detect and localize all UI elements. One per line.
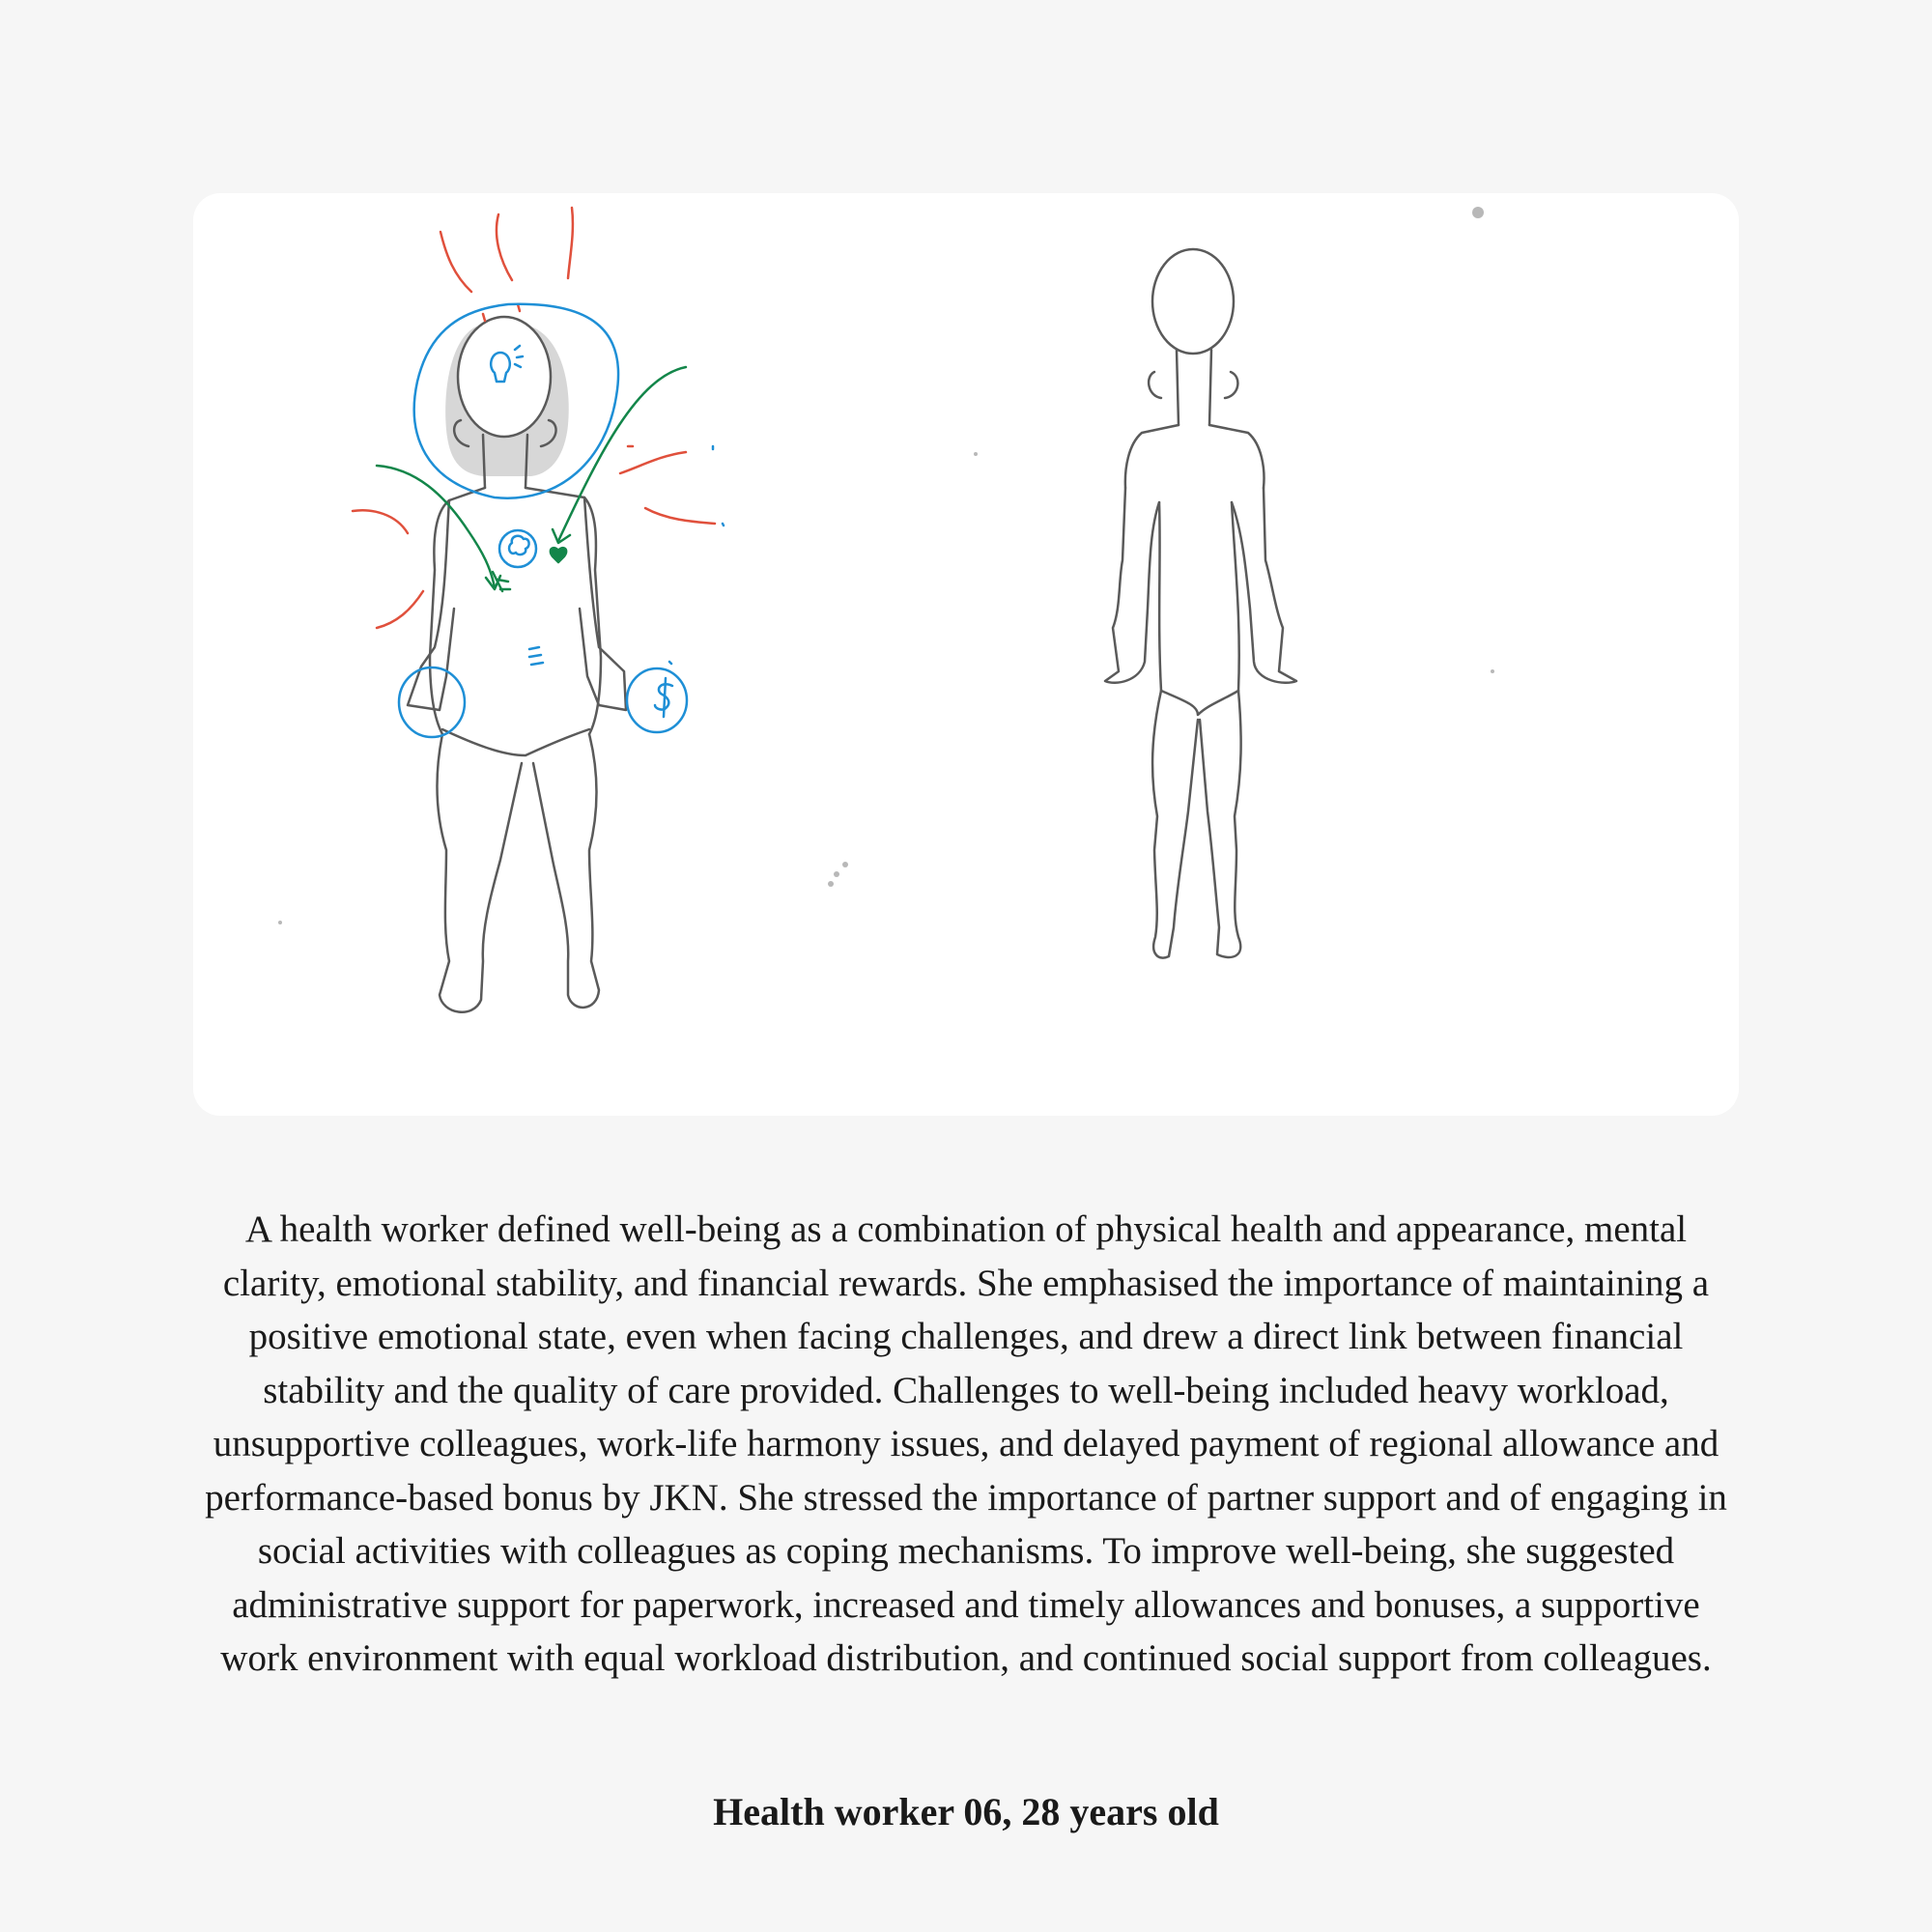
shoulders [1125,425,1264,488]
ear-right [1225,372,1237,398]
attribution: Health worker 06, 28 years old [713,1790,1219,1833]
paper-specks [278,207,1494,924]
right-hand-circle [627,668,687,732]
figure-annotated [353,208,724,1012]
arm-left [1105,488,1159,683]
ear-left [1149,372,1161,398]
arrow-right [558,367,686,541]
stomach-marks [529,647,543,665]
figure-blank [1105,249,1296,958]
leg-right [533,734,599,1008]
body-map-drawing [193,193,1739,1116]
leg-left [437,734,522,1012]
leg-right [1200,691,1241,957]
torso-left [430,488,485,734]
hip-line [442,729,589,755]
caption-paragraph: A health worker defined well-being as a combination of physical health and appearance, mental clarity, emotional stability, and financial rewards. She emphasised the importance of maintaining a positive emotional state, even when facing challenges, and drew a direct link between financial stability and the quality of care provided. Challenges to well-being included heavy workload, unsupportive colleagues, work-life harmony issues, and delayed payment of regional allowance and performance-based bonus by JKN. She stressed the importance of partner support and of engaging in social activities with colleagues as coping mechanisms. To improve well-being, she suggested administrative support for paperwork, increased and timely allowances and bonuses, a supportive work environment with equal workload distribution, and continued social support from colleagues. [205,1208,1727,1679]
heart-icon [551,548,566,562]
head [1152,249,1234,354]
leg-left [1152,691,1198,958]
dollar-icon [655,678,672,717]
hip-line [1161,691,1238,715]
torso-right [526,488,601,734]
neck [1177,350,1211,425]
arm-right [580,497,626,710]
torso [1159,502,1239,691]
arm-right [1232,488,1296,683]
brain-icon [509,536,529,554]
